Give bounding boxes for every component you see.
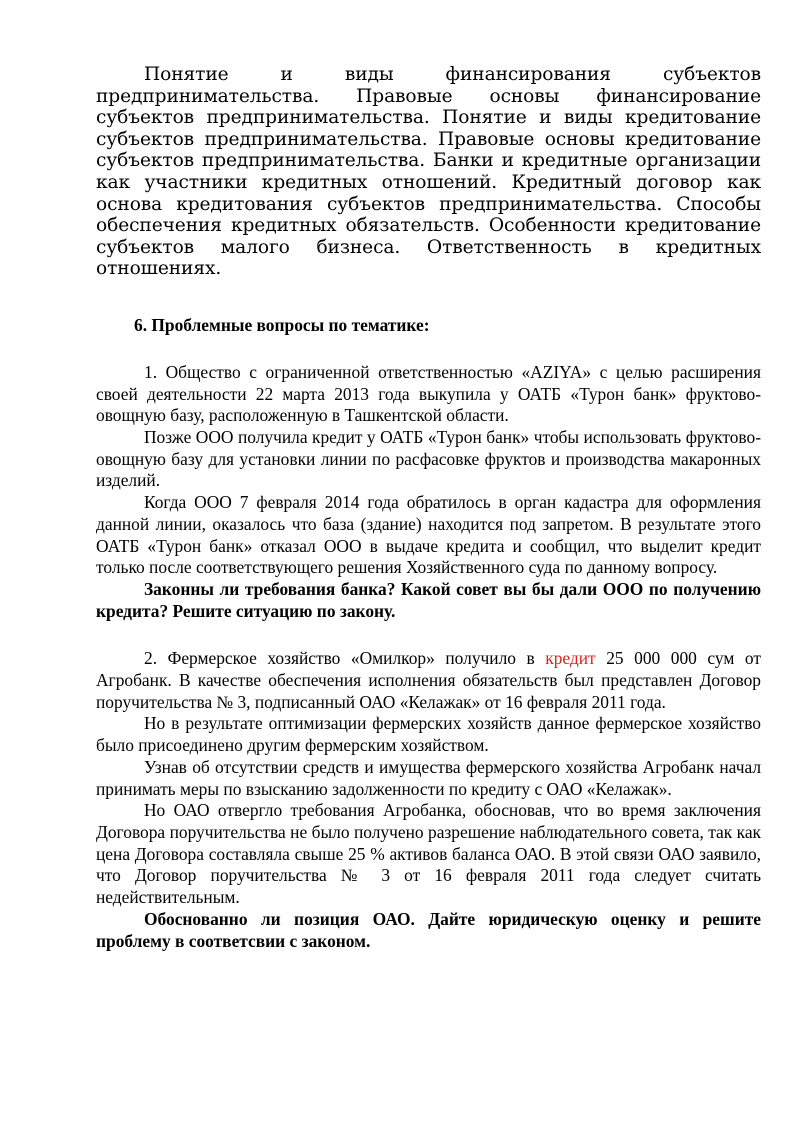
case-1-paragraph-2: Позже ООО получила кредит у ОАТБ «Турон банк» чтобы использовать фруктово-овощную базу для установки линии по расфасовке фруктов и производства макаронных изделий. <box>96 427 761 491</box>
case-2-p1-start: 2. Фермерское хозяйство «Омилкор» получило в <box>144 648 546 669</box>
case-2-paragraph-1 <box>96 648 761 713</box>
case-2 <box>96 648 761 952</box>
cases-body <box>96 362 761 952</box>
case-2-paragraph-2: Но в результате оптимизации фермерских хозяйств данное фермерское хозяйство было присоединено другим фермерским хозяйством. <box>96 713 761 756</box>
intro-paragraph: Понятие и виды финансирования субъектов предпринимательства. Правовые основы финансирование субъектов предпринимательства. Понятие и виды кредитование субъектов предпринимательства. Правовые основы кредитование субъектов предпринимательства. Банки и кредитные организации как участники кредитных отношений. Кредитный договор как основа кредитования субъектов предпринимательства. Способы обеспечения кредитных обязательств. Особенности кредитование субъектов малого бизнеса. Ответственность в кредитных отношениях. <box>96 64 761 280</box>
case-2-paragraph-4: Но ОАО отвергло требования Агробанка, обосновав, что во время заключения Договора поручительства не было получено разрешение наблюдательного совета, так как цена Договора составляла свыше 25 % активов баланса ОАО. В этой связи ОАО заявило, что Договор поручительства № 3 от 16 февраля 2011 года следует считать недействительным. <box>96 800 761 908</box>
document-page <box>96 64 761 952</box>
case-2-paragraph-3: Узнав об отсутствии средств и имущества фермерского хозяйства Агробанк начал принимать меры по взысканию задолженности по кредиту с ОАО «Келажак». <box>96 756 761 799</box>
case-2-p1-end: 25 000 000 сум от Агробанк. В качестве обеспечения исполнения обязательств был представлен Договор поручительства № 3, подписанный ОАО «Келажак» от 16 февраля 2011 года. <box>96 648 761 712</box>
section-heading: 6. Проблемные вопросы по тематике: <box>134 314 430 335</box>
case-1-question: Законны ли требования банка? Какой совет вы бы дали ООО по получению кредита? Решите ситуацию по закону. <box>96 578 761 621</box>
case-2-question: Обоснованно ли позиция ОАО. Дайте юридическую оценку и решите проблему в соответсвии с законом. <box>96 908 761 951</box>
highlighted-word: кредит <box>545 648 596 669</box>
case-1-paragraph-3: Когда ООО 7 февраля 2014 года обратилось в орган кадастра для оформления данной линии, оказалось что база (здание) находится под запретом. В результате этого ОАТБ «Турон банк» отказал ООО в выдаче кредита и сообщил, что выделит кредит только после соответствующего решения Хозяйственного суда по данному вопросу. <box>96 492 761 578</box>
case-1-paragraph-1: 1. Общество с ограниченной ответственностью «AZIYA» с целью расширения своей деятельности 22 марта 2013 года выкупила у ОАТБ «Турон банк» фруктово-овощную базу, расположенную в Ташкентской области. <box>96 361 761 426</box>
case-1 <box>96 362 761 622</box>
